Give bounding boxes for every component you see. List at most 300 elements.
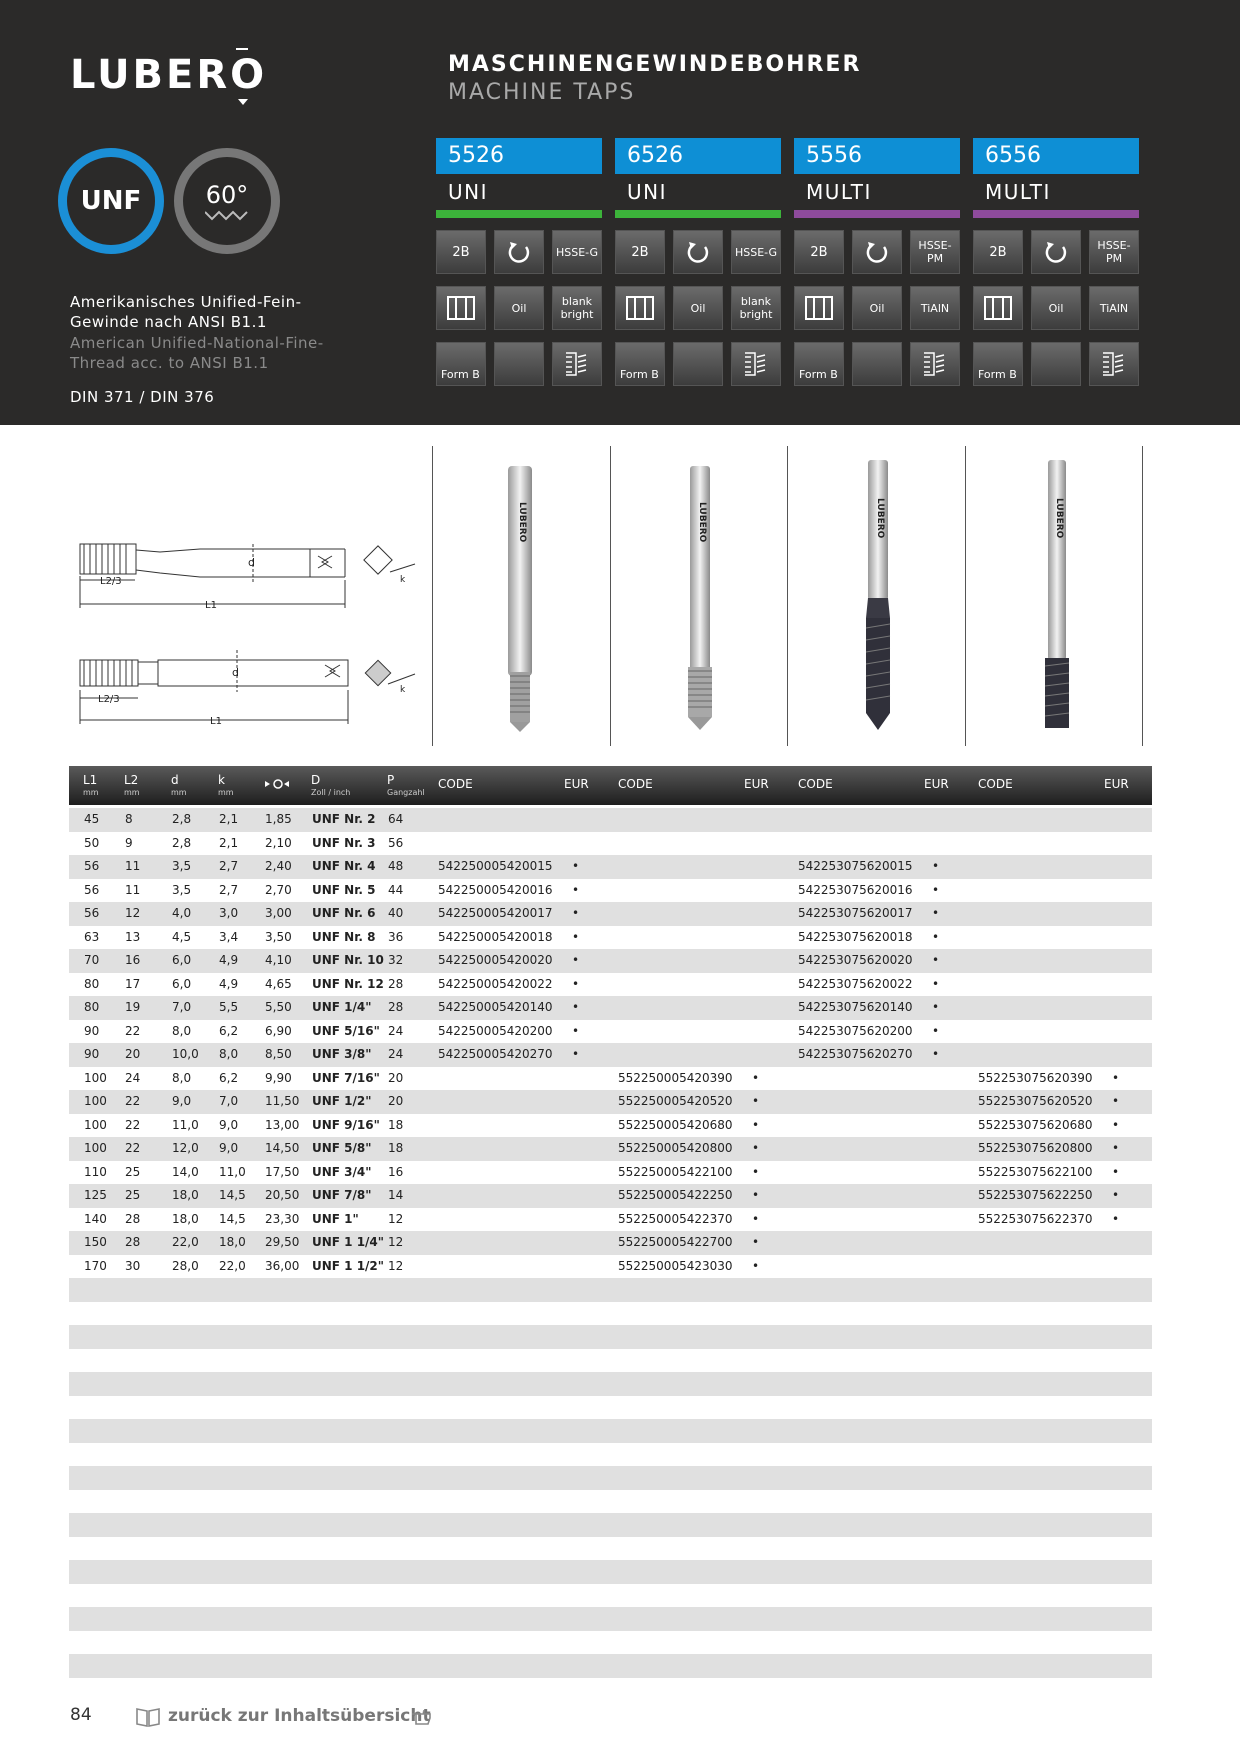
availability-dot: • (572, 976, 580, 991)
dim-d-top: d (248, 556, 255, 569)
cell-l2: 11 (125, 859, 141, 873)
cell-l2: 22 (125, 1141, 141, 1155)
availability-dot: • (572, 1000, 580, 1014)
dim-k-top: k (400, 575, 406, 585)
cell-drill: 9,90 (265, 1070, 292, 1085)
cell-k: 5,5 (219, 1000, 239, 1014)
cell-k: 6,2 (219, 1023, 239, 1038)
table-row (69, 1560, 1152, 1584)
blank-tile (673, 342, 723, 386)
coating-tile (731, 286, 781, 330)
cell-d: 6,0 (172, 976, 192, 991)
cell-l1: 70 (84, 953, 100, 967)
col-eur-4: EUR (1104, 777, 1129, 791)
availability-dot: • (752, 1141, 760, 1155)
coating-tile (552, 286, 602, 330)
form-tile: Form B (436, 342, 486, 386)
table-row (69, 1396, 1152, 1420)
cell-drill: 4,10 (265, 953, 292, 967)
brand-logo: LUBERO (70, 52, 268, 98)
cell-l1: 56 (84, 882, 100, 897)
cell-P: 20 (388, 1070, 404, 1085)
unf-badge (58, 148, 164, 254)
cell-drill: 11,50 (265, 1094, 300, 1108)
coating-line-2: bright (560, 308, 594, 321)
table-row (69, 902, 1152, 926)
availability-dot: • (1112, 1070, 1120, 1085)
product-col-5556 (794, 138, 960, 386)
rotation-icon (1031, 230, 1081, 274)
cell-code: 542253075620022 (798, 976, 913, 991)
desc-de-2: Gewinde nach ANSI B1.1 (70, 313, 267, 331)
cell-l2: 20 (125, 1047, 141, 1061)
cell-P: 44 (388, 882, 404, 897)
cell-d: 4,5 (172, 929, 192, 944)
cell-D: UNF 1 1/4" (312, 1235, 385, 1249)
cell-code: 542253075620018 (798, 929, 913, 944)
cell-k: 3,0 (219, 906, 239, 920)
cell-l2: 12 (125, 906, 141, 920)
material-line-2: PM (926, 252, 944, 265)
cell-code: 542250005420018 (438, 929, 553, 944)
cell-drill: 20,50 (265, 1188, 300, 1202)
cell-P: 12 (388, 1211, 404, 1226)
col-code-4: CODE (978, 777, 1013, 791)
desc-de-1: Amerikanisches Unified-Fein- (70, 293, 302, 311)
availability-dot: • (572, 906, 580, 920)
cell-code: 552250005420390 (618, 1070, 733, 1085)
table-row (69, 1090, 1152, 1114)
col-code-1: CODE (438, 777, 473, 791)
table-row (69, 1067, 1152, 1091)
cell-D: UNF 9/16" (312, 1117, 380, 1132)
table-row (69, 1584, 1152, 1608)
cell-D: UNF 7/16" (312, 1070, 380, 1085)
cell-l1: 50 (84, 835, 100, 850)
cell-D: UNF Nr. 12 (312, 976, 384, 991)
table-row (69, 1020, 1152, 1044)
pointing-hand-icon[interactable] (410, 1706, 434, 1728)
cell-code: 552250005423030 (618, 1258, 733, 1273)
header-band (0, 0, 1240, 425)
availability-dot: • (932, 906, 940, 920)
product-col-5526 (436, 138, 602, 386)
cell-D: UNF 1 1/2" (312, 1258, 385, 1273)
cell-P: 14 (388, 1188, 404, 1202)
cell-l1: 125 (84, 1188, 107, 1202)
cell-l2: 25 (125, 1188, 141, 1202)
cell-code: 542253075620016 (798, 882, 913, 897)
cell-D: UNF Nr. 3 (312, 835, 376, 850)
cell-k: 4,9 (219, 953, 239, 967)
photo-divider (610, 446, 611, 746)
cell-P: 56 (388, 835, 404, 850)
cell-code: 542250005420016 (438, 882, 553, 897)
col-eur-3: EUR (924, 777, 949, 791)
material-tile (910, 230, 960, 274)
desc-en-1: American Unified-National-Fine- (70, 334, 324, 352)
type-bar (436, 210, 602, 218)
cell-d: 22,0 (172, 1235, 199, 1249)
table-row (69, 1654, 1152, 1678)
table-row (69, 1443, 1152, 1467)
table-row (69, 1114, 1152, 1138)
cell-D: UNF 7/8" (312, 1188, 372, 1202)
cell-d: 28,0 (172, 1258, 199, 1273)
cell-D: UNF 1/4" (312, 1000, 372, 1014)
cell-D: UNF 1" (312, 1211, 359, 1226)
cell-code: 552250005420680 (618, 1117, 733, 1132)
cell-code: 552253075620680 (978, 1117, 1093, 1132)
cell-D: UNF Nr. 6 (312, 906, 376, 920)
cell-drill: 36,00 (265, 1258, 300, 1273)
availability-dot: • (752, 1094, 760, 1108)
cell-l2: 9 (125, 835, 133, 850)
thread-angle-badge (174, 148, 280, 254)
cell-P: 64 (388, 812, 404, 826)
cell-l1: 140 (84, 1211, 107, 1226)
col-k: k mm (218, 773, 234, 797)
cell-k: 2,7 (219, 882, 239, 897)
cell-k: 22,0 (219, 1258, 246, 1273)
table-header (69, 766, 1152, 805)
availability-dot: • (572, 1023, 580, 1038)
cell-code: 542253075620140 (798, 1000, 913, 1014)
coating-tile: TiAlN (910, 286, 960, 330)
tolerance-tile: 2B (794, 230, 844, 274)
table-row (69, 1043, 1152, 1067)
form-tile: Form B (615, 342, 665, 386)
tap-brand: LUBERO (517, 502, 527, 543)
table-row (69, 1513, 1152, 1537)
dim-l23-top: L2/3 (100, 576, 122, 587)
thread-angle-label: 60° (205, 181, 249, 209)
availability-dot: • (932, 953, 940, 967)
cell-l2: 30 (125, 1258, 141, 1273)
material-tile: HSSE-G (731, 230, 781, 274)
cell-code: 552253075620800 (978, 1141, 1093, 1155)
table-row (69, 996, 1152, 1020)
form-tile: Form B (973, 342, 1023, 386)
table-row (69, 1490, 1152, 1514)
table-row (69, 1349, 1152, 1373)
page-subtitle: MACHINE TAPS (448, 80, 636, 105)
availability-dot: • (932, 929, 940, 944)
cell-drill: 2,70 (265, 882, 292, 897)
cell-k: 2,7 (219, 859, 239, 873)
availability-dot: • (752, 1188, 760, 1202)
tolerance-tile: 2B (973, 230, 1023, 274)
cell-D: UNF Nr. 5 (312, 882, 376, 897)
cell-D: UNF Nr. 8 (312, 929, 376, 944)
availability-dot: • (1112, 1164, 1120, 1179)
availability-dot: • (572, 953, 580, 967)
cell-k: 18,0 (219, 1235, 246, 1249)
material-line-2: PM (1105, 252, 1123, 265)
cell-l1: 90 (84, 1047, 100, 1061)
tap-photo-5556 (858, 458, 898, 734)
cell-l2: 16 (125, 953, 141, 967)
cell-d: 2,8 (172, 835, 192, 850)
coating-line-1: blank (740, 295, 772, 308)
material-tile: HSSE-G (552, 230, 602, 274)
dim-l1-bottom: L1 (210, 716, 222, 727)
drill-size-icon (265, 778, 289, 793)
cell-l2: 28 (125, 1235, 141, 1249)
cell-code: 542250005420015 (438, 859, 553, 873)
blind-hole-icon (615, 286, 665, 330)
cell-d: 3,5 (172, 859, 192, 873)
lube-tile: Oil (1031, 286, 1081, 330)
cell-l2: 22 (125, 1023, 141, 1038)
col-code-3: CODE (798, 777, 833, 791)
cell-l1: 170 (84, 1258, 107, 1273)
availability-dot: • (1112, 1141, 1120, 1155)
product-number: 6526 (615, 138, 781, 174)
tap-brand: LUBERO (875, 498, 885, 539)
cell-code: 542250005420017 (438, 906, 553, 920)
product-type: UNI (448, 180, 488, 204)
cell-drill: 3,50 (265, 929, 292, 944)
cell-D: UNF 3/4" (312, 1164, 372, 1179)
blind-hole-icon (973, 286, 1023, 330)
availability-dot: • (572, 1047, 580, 1061)
chamfer-icon (910, 342, 960, 386)
cell-P: 20 (388, 1094, 404, 1108)
cell-d: 2,8 (172, 812, 192, 826)
availability-dot: • (932, 976, 940, 991)
table-row (69, 808, 1152, 832)
table-row (69, 973, 1152, 997)
availability-dot: • (932, 882, 940, 897)
table-row (69, 1631, 1152, 1655)
cell-k: 8,0 (219, 1047, 239, 1061)
cell-D: UNF 5/16" (312, 1023, 380, 1038)
lube-tile: Oil (673, 286, 723, 330)
technical-drawing (70, 520, 430, 730)
cell-d: 12,0 (172, 1141, 199, 1155)
rotation-icon (673, 230, 723, 274)
cell-P: 24 (388, 1047, 404, 1061)
availability-dot: • (752, 1258, 760, 1273)
tap-photo-5526 (500, 462, 540, 734)
cell-d: 7,0 (172, 1000, 192, 1014)
cell-d: 6,0 (172, 953, 192, 967)
cell-D: UNF 3/8" (312, 1047, 372, 1061)
col-l1: L1 mm (83, 773, 99, 797)
cell-code: 552253075622100 (978, 1164, 1093, 1179)
availability-dot: • (1112, 1188, 1120, 1202)
cell-drill: 5,50 (265, 1000, 292, 1014)
cell-drill: 8,50 (265, 1047, 292, 1061)
cell-l1: 56 (84, 906, 100, 920)
cell-code: 542250005420270 (438, 1047, 553, 1061)
cell-k: 9,0 (219, 1141, 239, 1155)
col-eur-2: EUR (744, 777, 769, 791)
cell-l1: 100 (84, 1094, 107, 1108)
product-col-6556 (973, 138, 1139, 386)
table-row (69, 1325, 1152, 1349)
col-D: D Zoll / inch (311, 773, 351, 797)
type-bar (794, 210, 960, 218)
tap-brand: LUBERO (697, 502, 707, 543)
availability-dot: • (1112, 1117, 1120, 1132)
product-number: 5556 (794, 138, 960, 174)
through-hole-icon (436, 286, 486, 330)
chamfer-icon (1089, 342, 1139, 386)
cell-k: 3,4 (219, 929, 239, 944)
coating-line-1: blank (561, 295, 593, 308)
material-tile (1089, 230, 1139, 274)
cell-code: 552250005422370 (618, 1211, 733, 1226)
cell-code: 552250005420800 (618, 1141, 733, 1155)
col-P: P Gangzahl (387, 773, 425, 797)
table-row (69, 855, 1152, 879)
coating-tile: TiAlN (1089, 286, 1139, 330)
tolerance-tile: 2B (436, 230, 486, 274)
product-type: MULTI (806, 180, 872, 204)
cell-P: 28 (388, 1000, 404, 1014)
product-number: 5526 (436, 138, 602, 174)
cell-code: 552253075622370 (978, 1211, 1093, 1226)
availability-dot: • (572, 859, 580, 873)
cell-code: 552250005422700 (618, 1235, 733, 1249)
cell-D: UNF Nr. 10 (312, 953, 384, 967)
cell-P: 16 (388, 1164, 404, 1179)
table-row (69, 832, 1152, 856)
tolerance-tile: 2B (615, 230, 665, 274)
thread-profile-icon (205, 209, 249, 221)
cell-code: 552250005422100 (618, 1164, 733, 1179)
cell-P: 24 (388, 1023, 404, 1038)
cell-d: 11,0 (172, 1117, 199, 1132)
cell-d: 3,5 (172, 882, 192, 897)
table-row (69, 879, 1152, 903)
through-hole-icon (794, 286, 844, 330)
cell-l1: 100 (84, 1141, 107, 1155)
cell-code: 542253075620270 (798, 1047, 913, 1061)
table-row (69, 1419, 1152, 1443)
table-row (69, 1302, 1152, 1326)
chamfer-icon (731, 342, 781, 386)
cell-drill: 13,00 (265, 1117, 300, 1132)
cell-l1: 45 (84, 812, 100, 826)
cell-drill: 6,90 (265, 1023, 292, 1038)
rotation-icon (852, 230, 902, 274)
photo-divider (432, 446, 433, 746)
cell-l2: 19 (125, 1000, 141, 1014)
blank-tile (494, 342, 544, 386)
cell-drill: 2,10 (265, 835, 292, 850)
cell-code: 552250005422250 (618, 1188, 733, 1202)
cell-d: 18,0 (172, 1211, 199, 1226)
cell-l2: 24 (125, 1070, 141, 1085)
table-row (69, 1607, 1152, 1631)
coating-line-2: bright (739, 308, 773, 321)
book-icon (135, 1706, 161, 1728)
cell-D: UNF 1/2" (312, 1094, 372, 1108)
availability-dot: • (752, 1211, 760, 1226)
cell-l2: 13 (125, 929, 141, 944)
cell-P: 32 (388, 953, 404, 967)
lube-tile: Oil (852, 286, 902, 330)
dim-l1-top: L1 (205, 600, 217, 611)
availability-dot: • (752, 1164, 760, 1179)
cell-k: 4,9 (219, 976, 239, 991)
cell-l1: 110 (84, 1164, 107, 1179)
cell-l1: 63 (84, 929, 100, 944)
cell-l2: 22 (125, 1117, 141, 1132)
page-title: MASCHINENGEWINDEBOHRER (448, 52, 862, 77)
table-row (69, 1255, 1152, 1279)
unf-badge-label: UNF (80, 186, 142, 216)
cell-k: 7,0 (219, 1094, 239, 1108)
type-bar (615, 210, 781, 218)
cell-code: 542253075620017 (798, 906, 913, 920)
availability-dot: • (1112, 1211, 1120, 1226)
cell-l1: 56 (84, 859, 100, 873)
availability-dot: • (932, 1000, 940, 1014)
cell-l1: 100 (84, 1070, 107, 1085)
cell-d: 18,0 (172, 1188, 199, 1202)
table-row (69, 1161, 1152, 1185)
tap-brand: LUBERO (1054, 498, 1064, 539)
cell-d: 14,0 (172, 1164, 199, 1179)
cell-l2: 8 (125, 812, 133, 826)
product-number: 6556 (973, 138, 1139, 174)
cell-drill: 29,50 (265, 1235, 300, 1249)
dim-k-bottom: k (400, 685, 406, 695)
cell-l1: 90 (84, 1023, 100, 1038)
availability-dot: • (1112, 1094, 1120, 1108)
cell-drill: 14,50 (265, 1141, 300, 1155)
col-d: d mm (171, 773, 187, 797)
availability-dot: • (932, 859, 940, 873)
table-row (69, 926, 1152, 950)
cell-l2: 22 (125, 1094, 141, 1108)
cell-P: 40 (388, 906, 404, 920)
cell-d: 8,0 (172, 1023, 192, 1038)
table-row (69, 1208, 1152, 1232)
cell-l2: 28 (125, 1211, 141, 1226)
cell-code: 542253075620015 (798, 859, 913, 873)
tap-photo-6526 (680, 462, 720, 734)
cell-P: 18 (388, 1117, 404, 1132)
cell-drill: 17,50 (265, 1164, 300, 1179)
table-row (69, 1537, 1152, 1561)
cell-l1: 80 (84, 976, 100, 991)
cell-k: 9,0 (219, 1117, 239, 1132)
table-row (69, 1231, 1152, 1255)
product-type: MULTI (985, 180, 1051, 204)
cell-k: 2,1 (219, 812, 239, 826)
table-row (69, 1466, 1152, 1490)
cell-code: 542250005420022 (438, 976, 553, 991)
cell-code: 542250005420200 (438, 1023, 553, 1038)
table-row (69, 1372, 1152, 1396)
lube-tile: Oil (494, 286, 544, 330)
photo-divider (787, 446, 788, 746)
form-tile: Form B (794, 342, 844, 386)
cell-P: 48 (388, 859, 404, 873)
cell-code: 542250005420020 (438, 953, 553, 967)
back-to-contents-link[interactable]: zurück zur Inhaltsübersicht (168, 1706, 431, 1726)
cell-code: 552253075620390 (978, 1070, 1093, 1085)
cell-P: 12 (388, 1235, 404, 1249)
photo-divider (1142, 446, 1143, 746)
availability-dot: • (932, 1047, 940, 1061)
chamfer-icon (552, 342, 602, 386)
